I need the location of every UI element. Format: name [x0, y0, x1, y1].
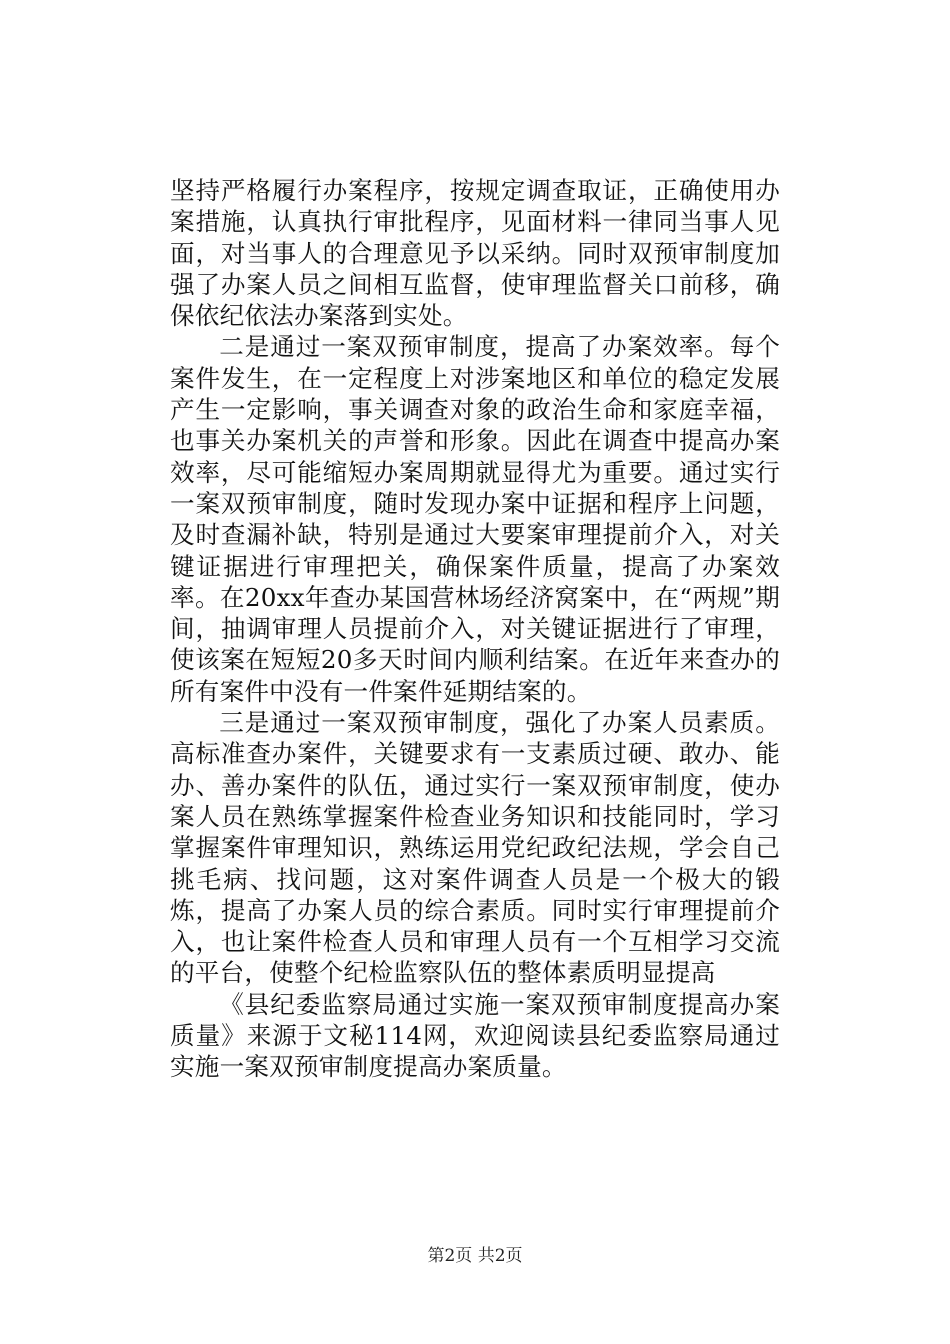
page-footer: 第2页 共2页	[427, 1246, 523, 1266]
paragraph-continuation: 坚持严格履行办案程序，按规定调查取证，正确使用办案措施，认真执行审批程序，见面材料一律同当事人见面，对当事人的合理意见予以采纳。同时双预审制度加强了办案人员之间相互监督，使审理监督关口前移，确保依纪依法办案落到实处。	[170, 176, 780, 331]
paragraph-source-note: 《县纪委监察局通过实施一案双预审制度提高办案质量》来源于文秘114网，欢迎阅读县纪委监察局通过实施一案双预审制度提高办案质量。	[170, 989, 780, 1082]
paragraph-quality: 三是通过一案双预审制度，强化了办案人员素质。高标准查办案件，关键要求有一支素质过硬、敢办、能办、善办案件的队伍，通过实行一案双预审制度，使办案人员在熟练掌握案件检查业务知识和技能同时，学习掌握案件审理知识，熟练运用党纪政纪法规，学会自己挑毛病、找问题，这对案件调查人员是一个极大的锻炼，提高了办案人员的综合素质。同时实行审理提前介入，也让案件检查人员和审理人员有一个互相学习交流的平台，使整个纪检监察队伍的整体素质明显提高	[170, 708, 780, 988]
paragraph-efficiency: 二是通过一案双预审制度，提高了办案效率。每个案件发生，在一定程度上对涉案地区和单位的稳定发展产生一定影响，事关调查对象的政治生命和家庭幸福，也事关办案机关的声誉和形象。因此在调查中提高办案效率，尽可能缩短办案周期就显得尤为重要。通过实行一案双预审制度，随时发现办案中证据和程序上问题，及时查漏补缺，特别是通过大要案审理提前介入，对关键证据进行审理把关，确保案件质量，提高了办案效率。在20xx年查办某国营林场经济窝案中，在“两规”期间，抽调审理人员提前介入，对关键证据进行了审理，使该案在短短20多天时间内顺利结案。在近年来查办的所有案件中没有一件案件延期结案的。	[170, 332, 780, 706]
document-body	[170, 175, 780, 1083]
